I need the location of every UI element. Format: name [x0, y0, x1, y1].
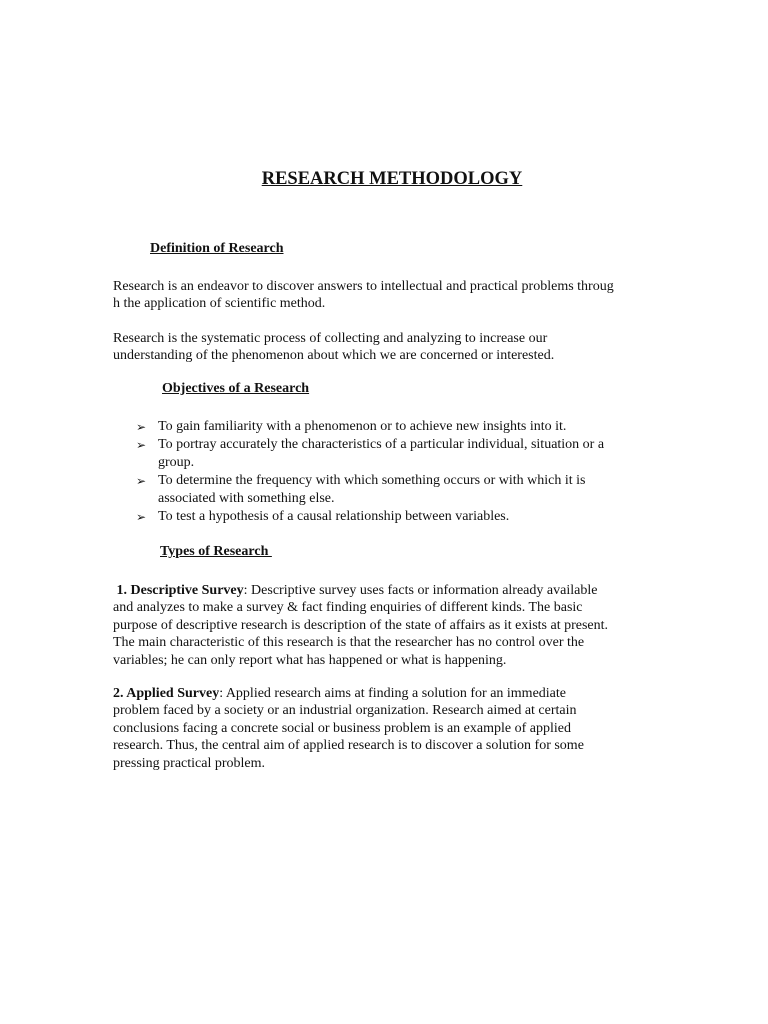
paragraph-line: research. Thus, the central aim of applied research is to discover a solution for some — [113, 738, 584, 754]
list-item — [136, 436, 656, 472]
document-title: RESEARCH METHODOLOGY — [261, 169, 523, 189]
arrowhead-bullet-icon: ➢ — [136, 420, 147, 434]
definition-heading: Definition of Research — [150, 241, 284, 256]
paragraph-line — [113, 582, 661, 599]
paragraph-line: pressing practical problem. — [113, 755, 266, 771]
applied-survey-paragraph — [113, 685, 661, 772]
paragraph-line — [113, 685, 661, 702]
objectives-list — [136, 418, 656, 526]
paragraph-line: purpose of descriptive research is description of the state of affairs as it exists at present. — [113, 617, 609, 633]
paragraph-line: Research is the systematic process of collecting and analyzing to increase our — [113, 331, 548, 346]
descriptive-survey-paragraph — [113, 582, 661, 669]
paragraph-line: h the application of scientific method. — [113, 296, 326, 312]
list-item-line: group. — [158, 455, 195, 470]
types-heading: Types of Research — [160, 544, 272, 559]
applied-survey-text: : Applied research aims at finding a solution for an immediate — [219, 686, 566, 701]
definition-paragraph-2 — [113, 330, 661, 365]
applied-survey-label: 2. Applied Survey — [113, 686, 220, 701]
list-item — [136, 418, 656, 436]
list-item — [136, 472, 656, 508]
definition-paragraph-1 — [113, 278, 661, 313]
list-item-line: associated with something else. — [158, 491, 335, 506]
list-item-line: To test a hypothesis of a causal relationship between variables. — [158, 509, 510, 524]
arrowhead-bullet-icon: ➢ — [136, 510, 147, 524]
paragraph-line: conclusions facing a concrete social or business problem is an example of applied — [113, 720, 571, 736]
paragraph-line: variables; he can only report what has happened or what is happening. — [113, 652, 507, 668]
list-item-line: To gain familiarity with a phenomenon or to achieve new insights into it. — [158, 419, 567, 434]
descriptive-survey-label: 1. Descriptive Survey — [116, 583, 244, 598]
paragraph-line: understanding of the phenomenon about which we are concerned or interested. — [113, 348, 555, 364]
paragraph-line: Research is an endeavor to discover answers to intellectual and practical problems throug — [113, 279, 614, 294]
arrowhead-bullet-icon: ➢ — [136, 438, 147, 452]
list-item-line: To determine the frequency with which something occurs or with which it is — [158, 473, 586, 488]
paragraph-line: and analyzes to make a survey & fact finding enquiries of different kinds. The basic — [113, 600, 583, 616]
paragraph-line: problem faced by a society or an industrial organization. Research aimed at certain — [113, 703, 577, 719]
descriptive-survey-text: : Descriptive survey uses facts or information already available — [243, 583, 598, 598]
list-item — [136, 508, 656, 526]
objectives-heading: Objectives of a Research — [162, 381, 310, 396]
arrowhead-bullet-icon: ➢ — [136, 474, 147, 488]
list-item-line: To portray accurately the characteristics of a particular individual, situation or a — [158, 437, 605, 452]
paragraph-line: The main characteristic of this research is that the researcher has no control over the — [113, 635, 585, 651]
